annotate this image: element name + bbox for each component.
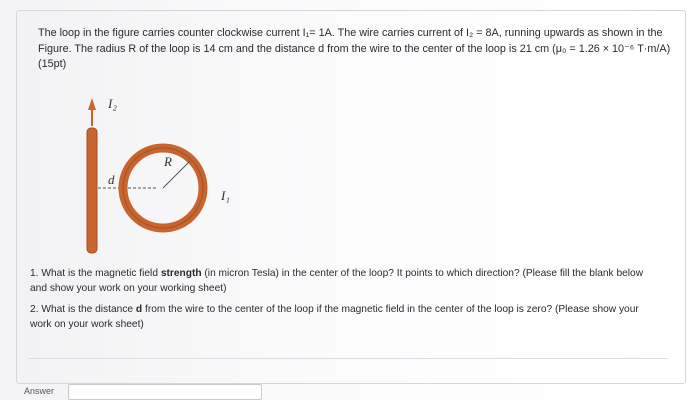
current-arrow-head — [88, 98, 96, 110]
question-2-post: from the wire to the center of the loop if the magnetic field in the center of the loop is zero? (Please show your work on your work sheet) — [30, 304, 639, 330]
question-1-pre: What is the magnetic field — [41, 268, 161, 279]
question-1 — [30, 266, 660, 296]
section-divider — [28, 358, 668, 359]
question-2-bold: d — [135, 304, 143, 315]
wire-loop-diagram — [78, 88, 258, 258]
label-i2: I₂ — [108, 96, 117, 111]
problem-statement — [38, 26, 678, 73]
question-1-bold: strength — [160, 268, 202, 279]
label-r: R — [164, 154, 172, 169]
question-2 — [30, 302, 660, 332]
problem-text: The loop in the figure carries counter clockwise current I₁= 1A. The wire carries current of I₂ = 8A, running upwards as shown in the Figure. The radius R of the loop is 14 cm and the distance d from the wire to the center of the loop is 21 cm (μ₀ = 1.26 × 10⁻⁶ T·m/A) (15pt) — [38, 27, 671, 70]
answer-input[interactable] — [68, 384, 262, 400]
label-d: d — [108, 172, 115, 187]
physics-figure — [78, 88, 258, 258]
question-2-pre: What is the distance — [41, 304, 136, 315]
answer-label: Answer — [24, 386, 55, 396]
answer-row — [16, 384, 684, 400]
question-1-post: (in micron Tesla) in the center of the loop? It points to which direction? (Please fill the blank below and show your work on your working sheet) — [30, 268, 644, 294]
question-2-number: 2. — [30, 304, 39, 315]
question-list — [30, 266, 660, 338]
question-1-number: 1. — [30, 268, 39, 279]
straight-wire — [87, 128, 97, 253]
label-i1: I₁ — [221, 188, 230, 203]
